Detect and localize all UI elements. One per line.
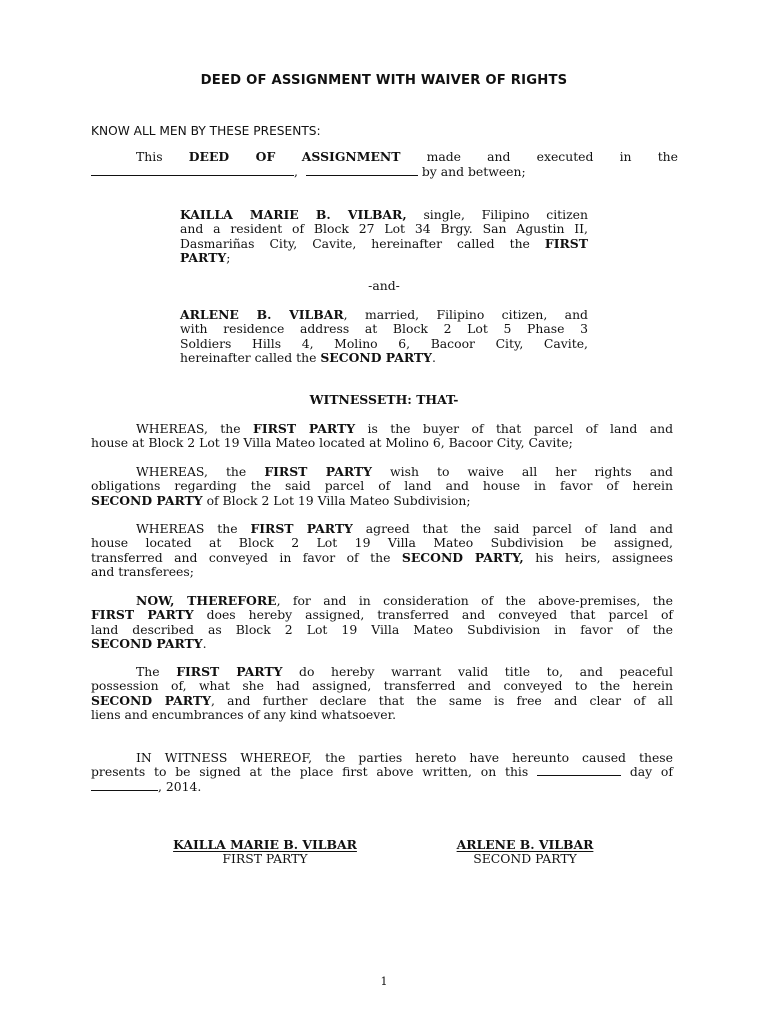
whereas-paragraph-3 — [91, 522, 673, 579]
witnesseth-heading: WITNESSETH: THAT- — [309, 392, 459, 407]
opening-line: KNOW ALL MEN BY THESE PRESENTS: — [91, 124, 321, 138]
first-party-text-3: Dasmariñas City, Cavite, hereinafter called the — [180, 235, 530, 251]
p5-line-2: possession of, what she had assigned, transferred and conveyed to the herein — [91, 678, 673, 694]
p3-text-c: agreed that the said parcel of land and — [365, 521, 673, 536]
p3-line-4: and transferees; — [91, 563, 194, 579]
intro-line-2 — [91, 165, 526, 179]
p2-first-party: FIRST PARTY — [264, 464, 372, 479]
second-party-name: ARLENE B. VILBAR — [180, 307, 344, 322]
second-party-label: SECOND PARTY — [320, 349, 432, 365]
first-party-block — [180, 208, 588, 265]
p3-line-2: house located at Block 2 Lot 19 Villa Mateo Subdivision be assigned, — [91, 535, 673, 551]
signature-name-first: KAILLA MARIE B. VILBAR — [173, 837, 357, 852]
p5-line-3 — [91, 694, 673, 708]
p5-text-c: do hereby warrant valid title to, and peaceful — [299, 664, 673, 679]
p1-line-2: house at Block 2 Lot 19 Villa Mateo located at Molino 6, Bacoor City, Cavite; — [91, 435, 573, 451]
now-therefore-paragraph — [91, 594, 673, 651]
second-party-period: . — [431, 349, 436, 365]
p6-line-1: IN WITNESS WHEREOF, the parties hereto have hereunto caused these — [136, 750, 673, 765]
p1-first-party: FIRST PARTY — [253, 421, 356, 436]
p5-line-4: liens and encumbrances of any kind whatsoever. — [91, 706, 397, 722]
first-party-semicolon: ; — [226, 249, 231, 265]
signature-second-party — [410, 838, 640, 867]
second-party-text-4: hereinafter called the — [180, 349, 317, 365]
date-blank — [91, 174, 294, 176]
month-blank — [91, 789, 158, 791]
first-party-line-4 — [180, 251, 588, 265]
signature-role-first: FIRST PARTY — [222, 851, 308, 867]
first-party-line-3 — [180, 237, 588, 251]
second-party-line-1 — [180, 308, 588, 322]
p3-line-1 — [91, 522, 673, 536]
p2-text-c: wish to waive all her rights and — [390, 464, 673, 479]
p4-line-2 — [91, 608, 673, 622]
day-blank — [537, 774, 621, 776]
intro-this: This — [136, 149, 163, 164]
p5-second-party: SECOND PARTY — [91, 692, 211, 708]
p3-line-3 — [91, 551, 673, 565]
p1-line-1 — [91, 422, 673, 436]
second-party-line-3: Soldiers Hills 4, Molino 6, Bacoor City, Cavite, — [180, 335, 588, 351]
p3-first-party: FIRST PARTY — [250, 521, 353, 536]
p4-second-party: SECOND PARTY — [91, 635, 203, 651]
p3-second-party: SECOND PARTY, — [401, 549, 524, 565]
p4-first-party: FIRST PARTY — [91, 607, 194, 623]
first-party-line-2: and a resident of Block 27 Lot 34 Brgy. San Agustin II, — [180, 221, 588, 237]
p2-second-party: SECOND PARTY — [91, 492, 203, 508]
p6-line-3 — [91, 780, 673, 794]
p2-text-f: of Block 2 Lot 19 Villa Mateo Subdivision; — [206, 492, 471, 508]
document-title: DEED OF ASSIGNMENT WITH WAIVER OF RIGHTS — [200, 73, 568, 88]
p4-now-therefore: NOW, THEREFORE — [136, 593, 277, 608]
p4-period: . — [202, 635, 207, 651]
intro-comma: , — [294, 164, 298, 179]
first-party-text-1: single, Filipino citizen — [423, 207, 588, 222]
p4-line-1 — [91, 594, 673, 608]
p4-line-4 — [91, 637, 673, 651]
warranty-paragraph — [91, 665, 673, 722]
p4-text-d: does hereby assigned, transferred and conveyed that parcel of — [206, 607, 673, 623]
p1-text-c: is the buyer of that parcel of land and — [367, 421, 674, 436]
p5-text-a: The — [136, 664, 160, 679]
p3-text-a: WHEREAS the — [136, 521, 238, 536]
p2-line-1 — [91, 465, 673, 479]
second-party-text-1: , married, Filipino citizen, and — [343, 307, 588, 322]
first-party-name: KAILLA MARIE B. VILBAR, — [180, 207, 407, 222]
place-blank — [306, 174, 418, 176]
intro-deed: DEED OF ASSIGNMENT — [188, 149, 401, 164]
first-party-line-1 — [180, 208, 588, 222]
second-party-line-4 — [180, 351, 588, 365]
p6-text-b: presents to be signed at the place first above written, on this — [91, 764, 529, 780]
whereas-paragraph-1 — [91, 422, 673, 451]
p2-text-a: WHEREAS, the — [136, 464, 247, 479]
p2-line-2: obligations regarding the said parcel of land and house in favor of herein — [91, 478, 673, 494]
intro-made: made and executed in the — [426, 149, 678, 164]
second-party-line-2: with residence address at Block 2 Lot 5 Phase 3 — [180, 321, 588, 337]
signature-name-second: ARLENE B. VILBAR — [456, 837, 594, 852]
in-witness-paragraph — [91, 751, 673, 794]
p2-line-3 — [91, 494, 673, 508]
signature-role-second: SECOND PARTY — [473, 851, 577, 867]
signature-first-party — [140, 838, 390, 867]
p3-text-e: transferred and conveyed in favor of the — [91, 549, 391, 565]
first-party-label-first: FIRST — [544, 235, 588, 251]
intro-line-1 — [136, 150, 678, 164]
p5-line-1 — [91, 665, 673, 679]
second-party-block — [180, 308, 588, 365]
page-number: 1 — [380, 975, 388, 988]
p4-text-b: , for and in consideration of the above-premises, the — [276, 593, 673, 608]
p3-text-g: his heirs, assignees — [535, 549, 673, 565]
p6-year: , 2014. — [158, 778, 202, 794]
intro-by-between: by and between; — [421, 164, 526, 179]
p5-text-f: , and further declare that the same is free and clear of all — [210, 692, 673, 708]
p6-text-c: day of — [629, 764, 673, 780]
and-separator: -and- — [368, 278, 400, 293]
whereas-paragraph-2 — [91, 465, 673, 508]
p5-first-party: FIRST PARTY — [176, 664, 283, 679]
p4-line-3: land described as Block 2 Lot 19 Villa Mateo Subdivision in favor of the — [91, 621, 673, 637]
p1-text-a: WHEREAS, the — [136, 421, 241, 436]
p6-line-2 — [91, 765, 673, 779]
first-party-label-party: PARTY — [180, 249, 227, 265]
